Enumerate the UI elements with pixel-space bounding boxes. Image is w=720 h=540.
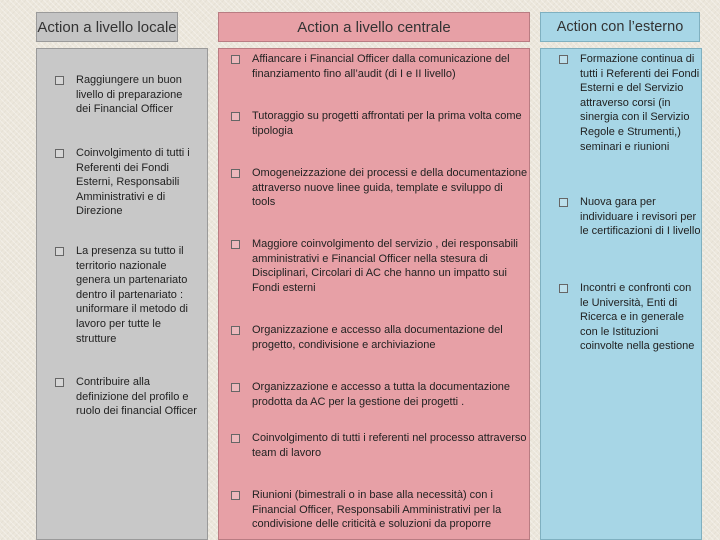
column-title-centrale (218, 12, 530, 42)
list-item-text: Nuova gara per individuare i revisori per le certificazioni di I livello (580, 196, 701, 238)
list-item-text: Raggiungere un buon livello di preparazione dei Financial Officer (76, 74, 183, 116)
bullet-icon (559, 198, 568, 207)
list-item-text: Coinvolgimento di tutti i Referenti dei Fondi Esterni, Responsabili Amministrativi e di Direzione (76, 147, 190, 218)
list-item (231, 323, 531, 352)
list-item-text: Maggiore coinvolgimento del servizio , dei responsabili amministrativi e Financial Officer nella stesura di Disciplinari, Circolari di AC che hanno un impatto sui Fondi esterni (252, 238, 518, 294)
column-title-locale (36, 12, 178, 42)
list-item (231, 52, 531, 81)
list-item (55, 244, 205, 346)
bullet-icon (231, 326, 240, 335)
list-item-text: Formazione continua di tutti i Referenti dei Fondi Esterni e del Servizio attraverso corsi (in sinergia con il Servizio Regole e Strumenti,) seminari e riunioni (580, 53, 700, 153)
list-item-text: Riunioni (bimestrali o in base alla necessità) con i Financial Officer, Responsabili Amministrativi per la condivisione delle criticità e soluzioni da proporre (252, 489, 502, 531)
list-item (55, 146, 205, 219)
column-title-centrale-text: Action a livello centrale (297, 18, 451, 36)
bullet-icon (231, 169, 240, 178)
bullet-icon (231, 240, 240, 249)
list-item (231, 237, 531, 295)
list-item (559, 281, 703, 354)
panel-centrale (218, 48, 530, 540)
list-item-text: Affiancare i Financial Officer dalla comunicazione del finanziamento fino all’audit (di I e II livello) (252, 53, 510, 80)
column-title-esterno (540, 12, 700, 42)
list-item-text: Incontri e confronti con le Università, Enti di Ricerca e in generale con le Istituzioni coinvolte nella gestione (580, 282, 695, 353)
bullet-icon (55, 76, 64, 85)
bullet-icon (231, 55, 240, 64)
list-item-text: Organizzazione e accesso a tutta la documentazione prodotta da AC per la gestione dei progetti . (252, 381, 511, 408)
list-item-text: Coinvolgimento di tutti i referenti nel processo attraverso team di lavoro (252, 432, 527, 459)
column-title-locale-text: Action a livello locale (37, 18, 177, 36)
bullet-icon (231, 383, 240, 392)
list-item-text: Omogeneizzazione dei processi e della documentazione attraverso nuove linee guida, template e sviluppo di tools (252, 167, 528, 209)
list-item (231, 109, 531, 138)
list-item-text: Contribuire alla definizione del profilo e ruolo dei financial Officer (76, 376, 197, 418)
column-title-esterno-text: Action con l’esterno (556, 18, 684, 35)
list-item-text: Tutoraggio su progetti affrontati per la prima volta come tipologia (252, 110, 522, 137)
list-item (231, 431, 531, 460)
bullet-icon (231, 112, 240, 121)
bullet-icon (55, 247, 64, 256)
bullet-icon (55, 149, 64, 158)
bullet-icon (559, 55, 568, 64)
bullet-icon (231, 491, 240, 500)
bullet-icon (559, 284, 568, 293)
bullet-icon (231, 434, 240, 443)
list-item (55, 375, 205, 419)
bullet-icon (55, 378, 64, 387)
list-item (231, 488, 531, 532)
panel-locale (36, 48, 208, 540)
list-item (231, 166, 531, 210)
list-item (231, 380, 531, 409)
list-item-text: La presenza su tutto il territorio nazionale genera un partenariato dentro il partenariato : uniformare il metodo di lavoro per tutte le strutture (76, 245, 188, 345)
list-item (559, 195, 703, 239)
panel-esterno (540, 48, 702, 540)
list-item (559, 52, 703, 154)
list-item (55, 73, 205, 117)
list-item-text: Organizzazione e accesso alla documentazione del progetto, condivisione e archiviazione (252, 324, 503, 351)
